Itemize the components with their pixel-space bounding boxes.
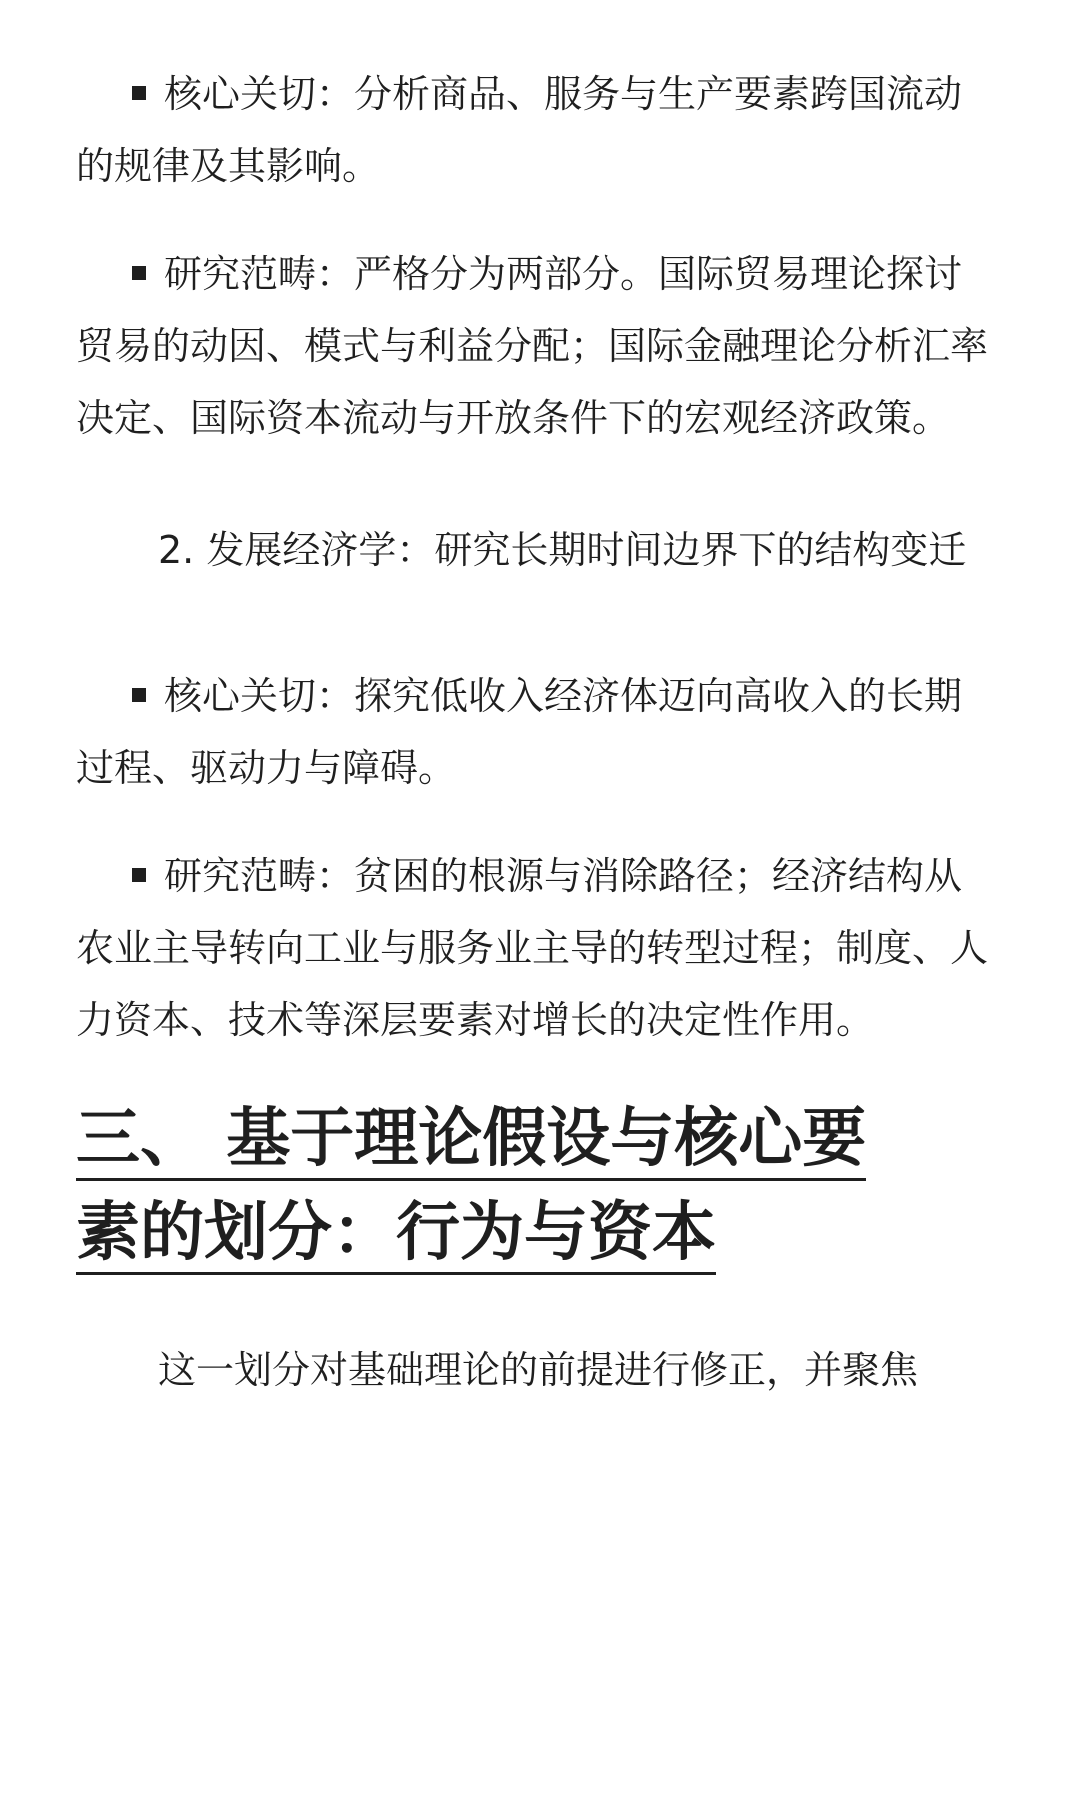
numbered-item-development-economics — [76, 514, 988, 586]
bullet-label: 核心关切： — [164, 72, 355, 116]
square-bullet-icon — [132, 86, 146, 100]
bullet-text: 分析商品、服务与生产要素跨国流动的规律及其影响。 — [76, 72, 963, 188]
square-bullet-icon — [132, 266, 146, 280]
square-bullet-icon — [132, 688, 146, 702]
section-heading-three — [76, 1092, 976, 1280]
bullet-core-concern-intl — [76, 58, 988, 202]
heading-line-2: 素的划分：行为与资本 — [76, 1196, 716, 1275]
bullet-core-concern-dev — [76, 660, 988, 804]
item-number: 2. — [158, 528, 195, 572]
bullet-text: 严格分为两部分。国际贸易理论探讨贸易的动因、模式与利益分配；国际金融理论分析汇率决定、国际资本流动与开放条件下的宏观经济政策。 — [76, 252, 989, 440]
square-bullet-icon — [132, 868, 146, 882]
bullet-label: 研究范畴： — [164, 854, 355, 898]
article-body — [76, 58, 988, 1406]
intro-paragraph: 这一划分对基础理论的前提进行修正，并聚焦 — [158, 1348, 919, 1392]
item-title: 发展经济学：研究长期时间边界下的结构变迁 — [206, 528, 967, 572]
bullet-text: 贫困的根源与消除路径；经济结构从农业主导转向工业与服务业主导的转型过程；制度、人力资本、技术等深层要素对增长的决定性作用。 — [76, 854, 989, 1042]
bullet-research-scope-intl — [76, 238, 988, 454]
bullet-label: 核心关切： — [164, 674, 355, 718]
bullet-label: 研究范畴： — [164, 252, 355, 296]
heading-line-1: 三、 基于理论假设与核心要 — [76, 1102, 866, 1181]
bullet-text: 探究低收入经济体迈向高收入的长期过程、驱动力与障碍。 — [76, 674, 963, 790]
bullet-research-scope-dev — [76, 840, 988, 1056]
